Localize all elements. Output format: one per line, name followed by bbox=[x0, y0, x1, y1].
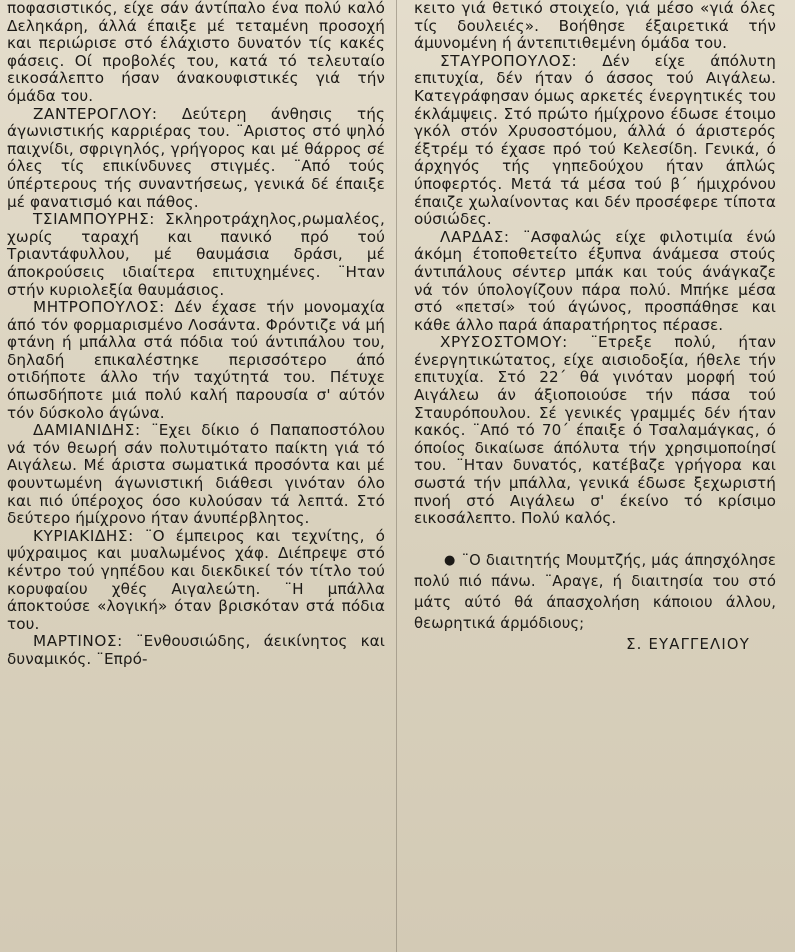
referee-note-text: ¨Ο διαιτητής Μουμτζής, μάς άπησχόλησε πολύ πιό πάνω. ¨Αραγε, ή διαιτησία του στό μάτς αύτό θά άπασχολήση κάποιου άλλου, θεωρητικά άρμόδιους; bbox=[414, 551, 776, 632]
continuation-paragraph: κειτο γιά θετικό στοιχείο, γιά μέσο «γιά όλες τίς δουλειές». Βοήθησε έξαιρετικά τήν άμυνομένη ή άντεπιτιθεμένη όμάδα του. bbox=[414, 0, 776, 53]
player-assessment: ¨Ο έμπειρος και τεχνίτης, ό ψύχραιμος και μυαλωμένος χάφ. Διέπρεψε στό κέντρο τού γηπέδου και διεκδικεί τόν τίτλο τού κορυφαίου χθές Αιγαλεώτη. ¨Η μπάλλα άποκτούσε «λογική» όταν βρισκόταν στά πόδια του. bbox=[7, 526, 385, 633]
player-entry-stavropoulos bbox=[414, 53, 776, 229]
player-assessment: Σκληροτράχηλος,ρωμαλέος, χωρίς ταραχή και πανικό πρό τού Τριαντάφυλλου, μέ θαυμάσια δράσι, μέ άποκρούσεις ιδιαίτερα επιτυχημένες. ¨Ηταν στήν κυριολεξία θαυμάσιος. bbox=[7, 210, 385, 299]
player-entry-kyriakidis bbox=[7, 528, 385, 634]
player-entry-mitropoulos bbox=[7, 299, 385, 422]
player-entry-chrysostomou bbox=[414, 334, 776, 528]
player-entry-damianidis bbox=[7, 422, 385, 528]
player-name: ΖΑΝΤΕΡΟΓΛΟΥ: bbox=[33, 104, 158, 123]
author-signature: Σ. ΕΥΑΓΓΕΛΙΟΥ bbox=[626, 635, 750, 653]
player-assessment: ¨Ενθουσιώδης, άεικίνητος και δυναμικός. ¨Επρό- bbox=[7, 632, 385, 668]
player-entry-zanteroglou bbox=[7, 106, 385, 212]
player-entry-tsiampouris bbox=[7, 211, 385, 299]
player-entry-lardas bbox=[414, 229, 776, 335]
referee-note bbox=[414, 550, 776, 634]
player-name: ΣΤΑΥΡΟΠΟΥΛΟΣ: bbox=[440, 51, 578, 70]
player-name: ΧΡΥΣΟΣΤΟΜΟΥ: bbox=[440, 333, 568, 352]
player-entry-martinos bbox=[7, 633, 385, 668]
player-name: ΜΑΡΤΙΝΟΣ: bbox=[33, 632, 123, 651]
player-name: ΚΥΡΙΑΚΙΔΗΣ: bbox=[33, 526, 134, 545]
player-name: ΔΑΜΙΑΝΙΔΗΣ: bbox=[33, 421, 141, 440]
player-name: ΤΣΙΑΜΠΟΥΡΗΣ: bbox=[33, 210, 155, 229]
player-assessment: Δέν είχε άπόλυτη επιτυχία, δέν ήταν ό άσσος τού Αιγάλεω. Κατεγράφησαν όμως αρκετές ένεργητικές του έκλάμψεις. Στό πρώτο ήμίχρονο έδωσε έτοιμο γκόλ στόν Χρυσοστόμου, άλλά ό άριστερός έξτρέμ τό έχασε πρό τού Κελεσίδη. Γενικά, ό άρχηγός τής γηπεδούχου ήταν άπλώς ύποφερτός. Μετά τά μέσα τού β΄ ήμιχρόνου έπαιζε χωλαίνοντας και δέν προσέφερε τίποτα ούσιώδες. bbox=[414, 51, 776, 229]
player-assessment: Δεύτερη άνθησις τής άγωνιστικής καρριέρας του. ¨Αριστος στό ψηλό παιχνίδι, σφριγηλός, γρήγορος και μέ θάρρος σέ όλες τίς επικίνδυνες στιγμές. ¨Από τούς ύπέρτερους τής συναντήσεως, γενικά δέ έπαιξε μέ φανατισμό και πάθος. bbox=[7, 104, 385, 211]
player-assessment: ¨Ασφαλώς είχε φιλοτιμία ένώ άκόμη έτοποθετείτο έξυπνα άνάμεσα στούς άντιπάλους σέντερ μπάκ και τούς άνάγκαζε νά τόν ύπολογίζουν πάρα πολύ. Μπήκε μέσα στό «πετσί» τού άγώνος, προσπάθησε και κάθε άλλο παρά άπαρατήρητος πέρασε. bbox=[414, 227, 776, 334]
player-assessment: ¨Ετρεξε πολύ, ήταν ένεργητικώτατος, είχε αισιοδοξία, ήθελε τήν επιτυχία. Στό 22΄ θά γινόταν μορφή τού Αιγάλεω άν άξιοποιούσε τήν πάσα τού Σταυρόπουλου. Σέ γενικές γραμμές δέν ήταν κακός. ¨Από τό 70΄ έπαιξε ό Τσαλαμάγκας, ό όποίος δικαίωσε άπόλυτα τήν χρησιμοποίησί του. ¨Ηταν δυνατός, κατέβαζε γρήγορα και σωστά τήν μπάλλα, γενικά έδωσε ξεχωριστή πνοή στό Αιγάλεω σ' έκείνο τό κρίσιμο εικοσάλεπτο. Πολύ καλός. bbox=[414, 333, 776, 528]
left-column bbox=[7, 0, 385, 669]
right-column bbox=[414, 0, 776, 653]
player-assessment: ¨Εχει δίκιο ό Παπαποστόλου νά τόν θεωρή σάν πολυτιμότατο παίκτη γιά τό Αιγάλεω. Μέ άριστα σωματικά προσόντα και μέ φουντωμένη άγωνιστική διάθεσι γινόταν όλο και πιό ύπέροχος όσο κυλούσαν τά λεπτά. Στό δεύτερο ήμίχρονο ήταν άνυπέρβλητος. bbox=[7, 421, 385, 528]
column-divider bbox=[396, 0, 397, 952]
bullet-icon: ● bbox=[444, 552, 456, 568]
player-assessment: Δέν έχασε τήν μονομαχία άπό τόν φορμαρισμένο Λοσάντα. Φρόντιζε νά μή φτάνη ή μπάλλα στά πόδια τού άντιπάλου του, δηλαδή επικαλέστηκε περισσότερο άπό οτιδήποτε άλλο τήν ταχύτητά του. Πέτυχε όπωσδήποτε μιά πολύ καλή παρουσία σ' αύτόν τόν δύσκολο άγώνα. bbox=[7, 298, 385, 422]
player-name: ΜΗΤΡΟΠΟΥΛΟΣ: bbox=[33, 298, 165, 317]
intro-paragraph: ποφασιστικός, είχε σάν άντίπαλο ένα πολύ καλό Δεληκάρη, άλλά έπαιξε μέ τεταμένη προσοχή και περιώρισε στό έλάχιστο δυνατόν τίς κακές φάσεις. Οί προβολές του, κατά τό τελευταίο εικοσάλεπτο ήσαν άνακουφιστικές γιά τήν όμάδα του. bbox=[7, 0, 385, 105]
player-name: ΛΑΡΔΑΣ: bbox=[440, 227, 510, 246]
